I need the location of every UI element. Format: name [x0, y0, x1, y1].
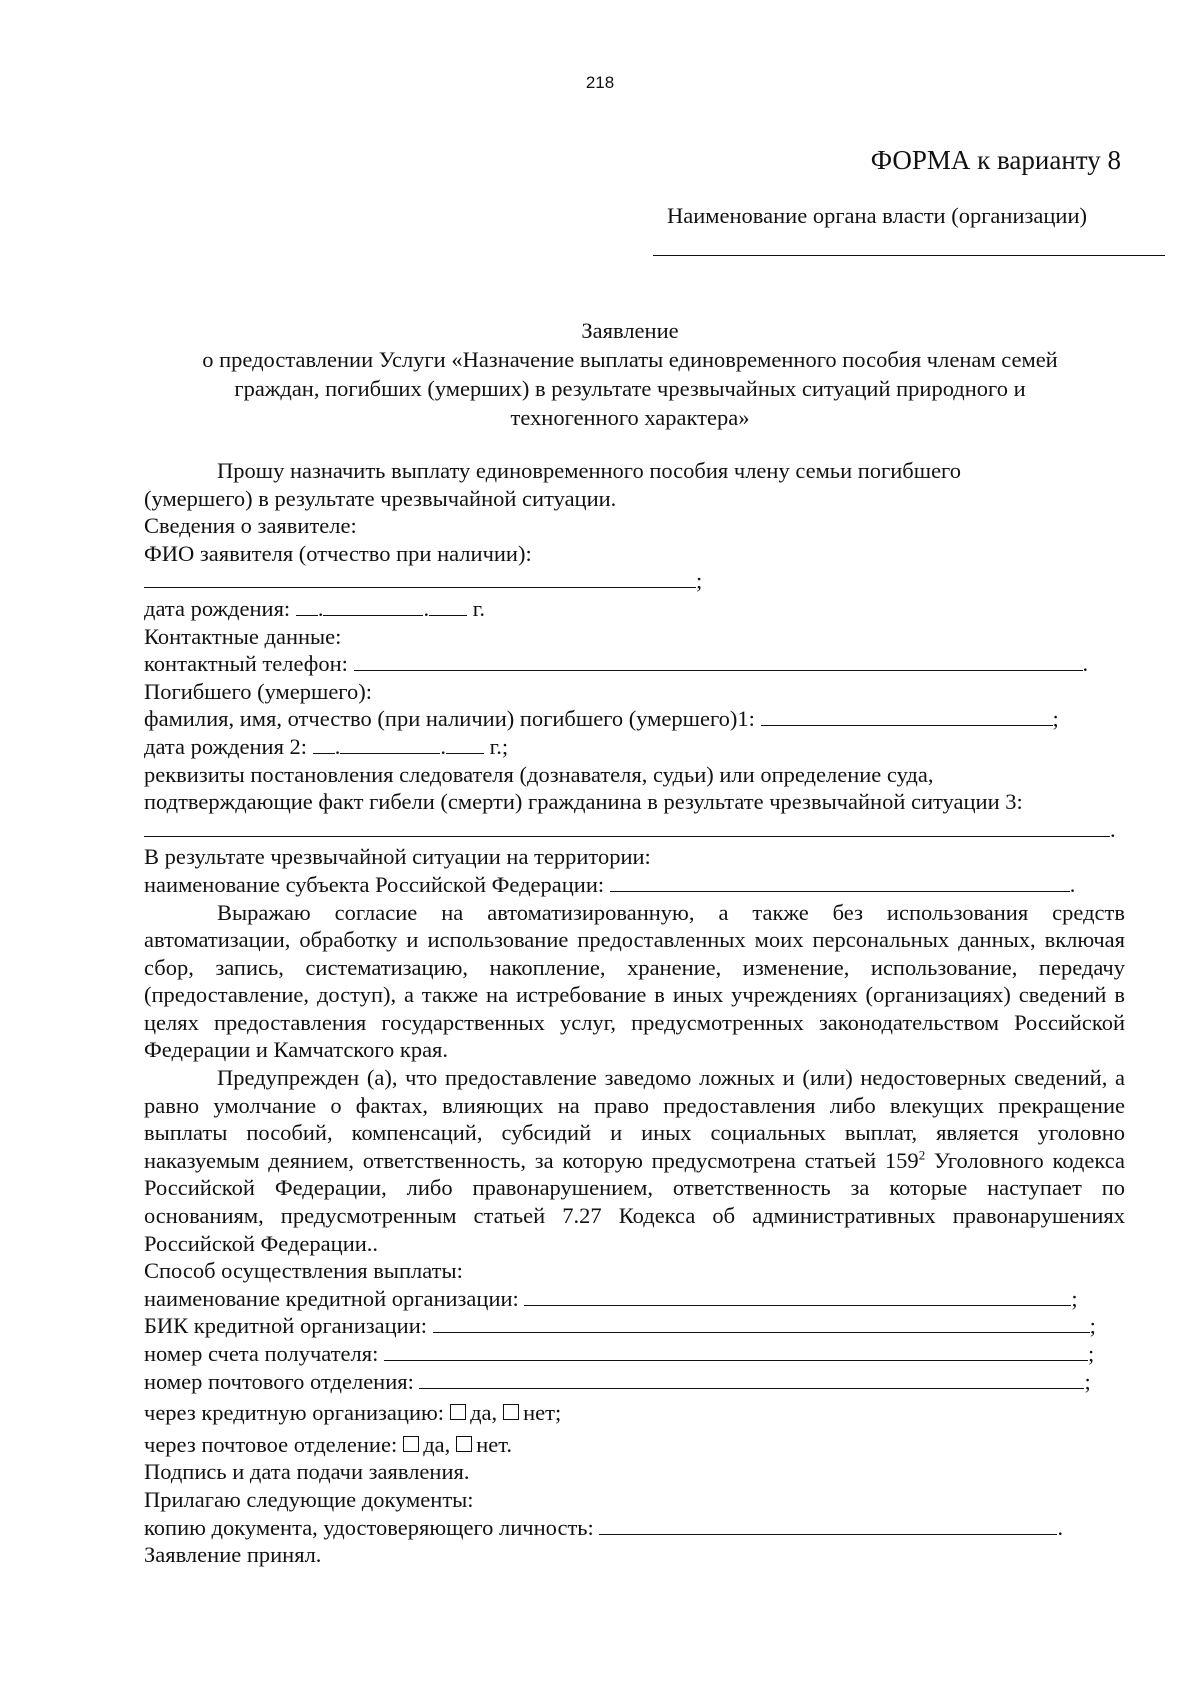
bank-label: наименование кредитной организации: [144, 1285, 519, 1311]
title-line: о предоставлении Услуги «Назначение выплаты единовременного пособия членам семей [202, 347, 1058, 372]
punctuation: . [317, 595, 324, 621]
punctuation: ; [1089, 1313, 1096, 1339]
warning-paragraph [144, 1064, 1125, 1257]
punctuation: . [440, 733, 446, 759]
via-post-no-checkbox[interactable] [456, 1436, 472, 1452]
via-bank-yes-checkbox[interactable] [450, 1404, 466, 1420]
id-copy-row [144, 1514, 1125, 1542]
post-office-field[interactable] [419, 1369, 1084, 1389]
deceased-birth-year-field[interactable] [446, 734, 484, 754]
requisites-line: подтверждающие факт гибели (смерти) гражданина в результате чрезвычайной ситуации 3: [144, 789, 1023, 815]
bank-row [144, 1285, 1125, 1313]
org-name-field[interactable] [653, 255, 1165, 256]
punctuation: . [1057, 1514, 1064, 1540]
via-post-label: через почтовое отделение: [144, 1431, 398, 1457]
punctuation: . [1110, 816, 1116, 842]
deceased-birth-day-field[interactable] [313, 734, 335, 754]
bik-row [144, 1312, 1125, 1340]
consent-paragraph: Выражаю согласие на автоматизированную, а также без использования средств автоматизации, обработку и использование предоставленных моих персональных данных, включая сбор, запись, систематизацию, накопление, хранение, изменение, использование, передачу (предоставление, доступ), а также на истребование в иных учреждениях (организациях) сведений в целях предоставления государственных услуг, предусмотренных законодательством Российской Федерации и Камчатского края. [144, 899, 1125, 1063]
warning-text-cont: Уголовного кодекса Российской Федерации, либо правонарушением, ответственность за которые наступает по основаниям, предусмотренным статьей 7.27 Кодекса об административных правонарушениях Российской Федерации.. [144, 1147, 1125, 1256]
birth-year-field[interactable] [429, 596, 467, 616]
applicant-heading: Сведения о заявителе: [144, 513, 357, 539]
accepted-line: Заявление принял. [144, 1542, 322, 1568]
signature-line: Подпись и дата подачи заявления. [144, 1459, 470, 1485]
account-row [144, 1340, 1125, 1368]
via-bank-row [144, 1399, 1125, 1427]
applicant-birth-row [144, 595, 1125, 623]
via-post-no-label: нет. [476, 1431, 513, 1457]
deceased-birth-row [144, 733, 1125, 761]
contacts-heading: Контактные данные: [144, 623, 342, 649]
applicant-fio-row [144, 567, 1125, 595]
title-line: Заявление [581, 318, 679, 343]
bik-field[interactable] [433, 1313, 1090, 1333]
account-label: номер счета получателя: [144, 1341, 379, 1366]
post-office-row [144, 1368, 1125, 1396]
punctuation: . [423, 595, 430, 621]
phone-label: контактный телефон: [144, 651, 348, 677]
punctuation: ; [1088, 1341, 1095, 1366]
bank-field[interactable] [524, 1286, 1071, 1306]
punctuation: ; [1052, 706, 1059, 732]
deceased-fio-row [144, 705, 1125, 733]
title-line: граждан, погибших (умерших) в результате чрезвычайных ситуаций природного и [234, 376, 1026, 401]
applicant-fio-label: ФИО заявителя (отчество при наличии): [144, 540, 532, 566]
subject-field[interactable] [610, 872, 1070, 892]
requisites-line: реквизиты постановления следователя (дознавателя, судьи) или определение суда, [144, 761, 934, 787]
deceased-heading: Погибшего (умершего): [144, 678, 372, 704]
title-line: техногенного характера» [510, 405, 750, 430]
payment-heading: Способ осуществления выплаты: [144, 1258, 463, 1284]
bik-label: БИК кредитной организации: [144, 1313, 427, 1339]
application-body [144, 457, 1125, 1569]
punctuation: ; [696, 568, 703, 594]
post-office-label: номер почтового отделения: [144, 1368, 414, 1394]
deceased-fio-field[interactable] [761, 706, 1053, 726]
attach-heading: Прилагаю следующие документы: [144, 1486, 474, 1512]
via-post-yes-checkbox[interactable] [403, 1436, 419, 1452]
request-line: (умершего) в результате чрезвычайной ситуации. [144, 485, 617, 511]
article-superscript: 2 [918, 1147, 926, 1163]
warning-text: Предупрежден (а), что предоставление заведомо ложных и (или) недостоверных сведений, а равно умолчание о фактах, влияющих на право предоставления либо влекущих прекращение выплаты пособий, компенсаций, субсидий и иных социальных выплат, является уголовно наказуемым деянием, ответственность, за которую предусмотрена статьей 159 [144, 1065, 1125, 1173]
via-bank-no-label: нет; [523, 1400, 562, 1426]
request-line: Прошу назначить выплату единовременного пособия члену семьи погибшего [217, 458, 961, 483]
punctuation: ; [1071, 1285, 1078, 1311]
year-suffix: г.; [489, 733, 509, 759]
requisites-row [144, 816, 1125, 844]
requisites-field[interactable] [144, 817, 1110, 837]
birth-month-field[interactable] [323, 596, 423, 616]
id-copy-field[interactable] [599, 1515, 1057, 1535]
via-bank-label: через кредитную организацию: [144, 1400, 445, 1426]
document-title [130, 316, 1130, 432]
year-suffix: г. [472, 595, 486, 621]
deceased-birth-month-field[interactable] [340, 734, 440, 754]
org-label: Наименование органа власти (организации) [667, 203, 1087, 228]
account-field[interactable] [384, 1341, 1088, 1361]
via-post-yes-label: да, [423, 1431, 451, 1457]
punctuation: ; [1084, 1368, 1091, 1394]
via-bank-no-checkbox[interactable] [503, 1404, 519, 1420]
via-post-row [144, 1431, 1125, 1459]
page-number: 218 [585, 73, 615, 92]
phone-field[interactable] [354, 651, 1083, 671]
punctuation: . [334, 733, 341, 759]
subject-label: наименование субъекта Российской Федерации: [144, 871, 605, 897]
phone-row [144, 650, 1125, 678]
via-bank-yes-label: да, [470, 1400, 498, 1426]
applicant-fio-field[interactable] [144, 568, 696, 588]
id-copy-label: копию документа, удостоверяющего личность: [144, 1514, 594, 1540]
punctuation: . [1069, 871, 1076, 897]
deceased-fio-label: фамилия, имя, отчество (при наличии) погибшего (умершего)1: [144, 706, 755, 732]
punctuation: . [1082, 651, 1089, 677]
form-label: ФОРМА к варианту 8 [870, 145, 1121, 175]
birth-day-field[interactable] [296, 596, 318, 616]
subject-row [144, 871, 1125, 899]
applicant-birth-label: дата рождения: [144, 595, 291, 621]
territory-line: В результате чрезвычайной ситуации на территории: [144, 844, 651, 870]
deceased-birth-label: дата рождения 2: [144, 733, 308, 759]
